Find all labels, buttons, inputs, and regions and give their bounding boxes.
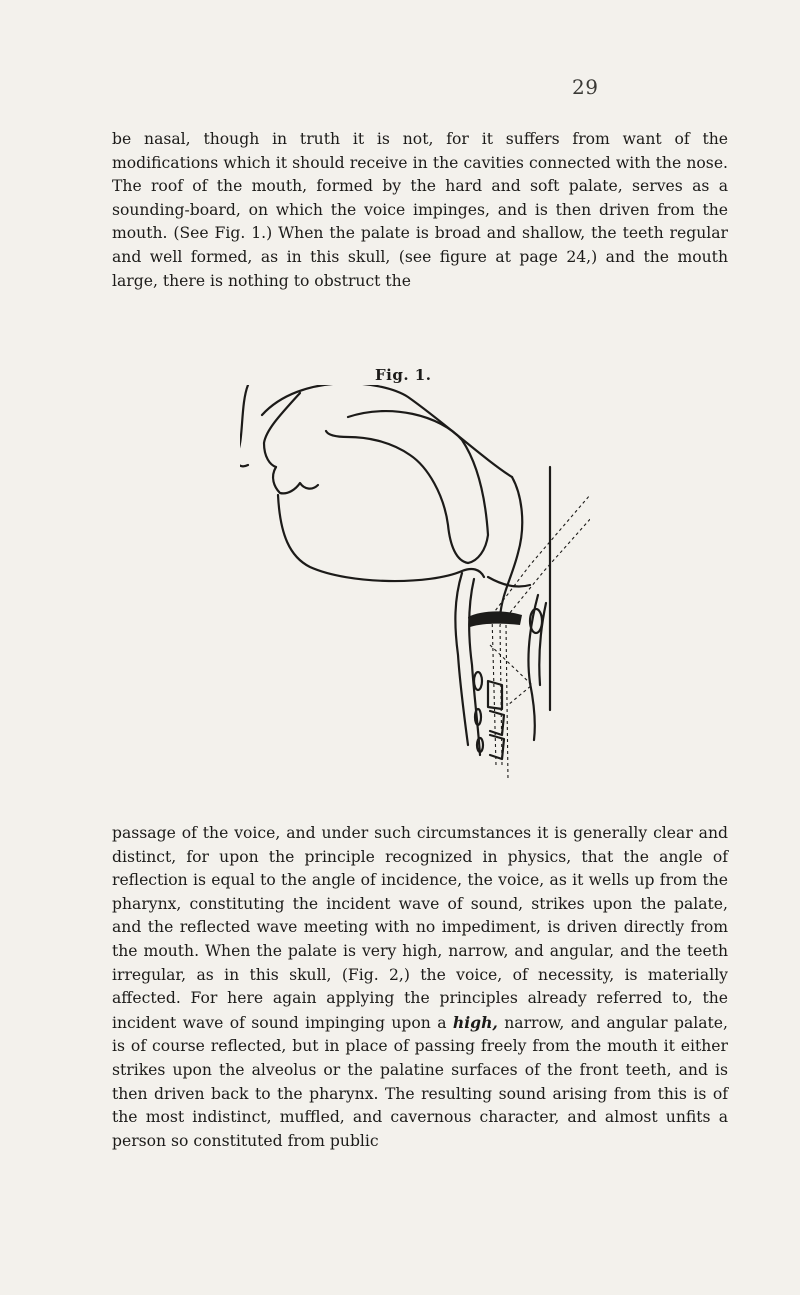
paragraph-2-emphasis: high, [452,1012,498,1032]
wave-vertical [506,625,508,780]
paragraph-2 [112,822,728,1153]
page-number: 29 [572,75,599,99]
pharynx-front-left [455,573,468,745]
lower-jaw [278,495,484,581]
lip-curve [264,393,300,467]
upper-teeth [273,467,318,493]
paragraph-1: be nasal, though in truth it is not, for it suffers from want of the modifications which it should receive in the cavities connected with the nose. The roof of the mouth, formed by the hard and soft palate, serves as a sounding-board, on which the voice impinges, and is then driven from the mouth. (See Fig. 1.) When the palate is broad and shallow, the teeth regular and well formed, as in this skull, (see figure at page 24,) and the mouth large, there is nothing to obstruct the [112,130,728,290]
diagram-svg [240,385,590,795]
vocal-fold-upper [488,681,502,709]
vocal-fold-middle [490,711,504,735]
tongue-outline [326,411,488,563]
wave-crossing [490,645,532,705]
figure-1-mouth-pharynx-diagram [240,385,590,795]
nose-outline [240,385,248,466]
uvula [500,477,522,617]
figure-caption: Fig. 1. [375,366,432,384]
hyoid-hatched-block [468,611,522,627]
pharynx-front-right [469,579,480,755]
paragraph-2-text-b: narrow, and angular palate, is of course reflected, but in place of passing freely from the mouth it either strikes upon the alveolus or the palatine surfaces of the front teeth, and is then driven back to the pharynx. The resulting sound arising from this is of the most indistinct, muffled, and cavernous character, and almost unfits a person so constituted from public [112,1013,728,1150]
reflected-wave-line [500,517,590,765]
paragraph-2-text-a: passage of the voice, and under such circumstances it is generally clear and distinct, for upon the principle recognized in physics, that the angle of reflection is equal to the angle of incidence, the voice, as it wells up from the pharynx, constituting the incident wave of sound, strikes upon the palate, and the reflected wave meeting with no impediment, is driven directly from the mouth. When the palate is very high, narrow, and angular, and the teeth irregular, as in this skull, (Fig. 2,) the voice, of necessity, is materially affected. For here again applying the principles already referred to, the incident wave of sound impinging upon a [112,824,728,1032]
cartilage-mark-1 [474,672,482,690]
